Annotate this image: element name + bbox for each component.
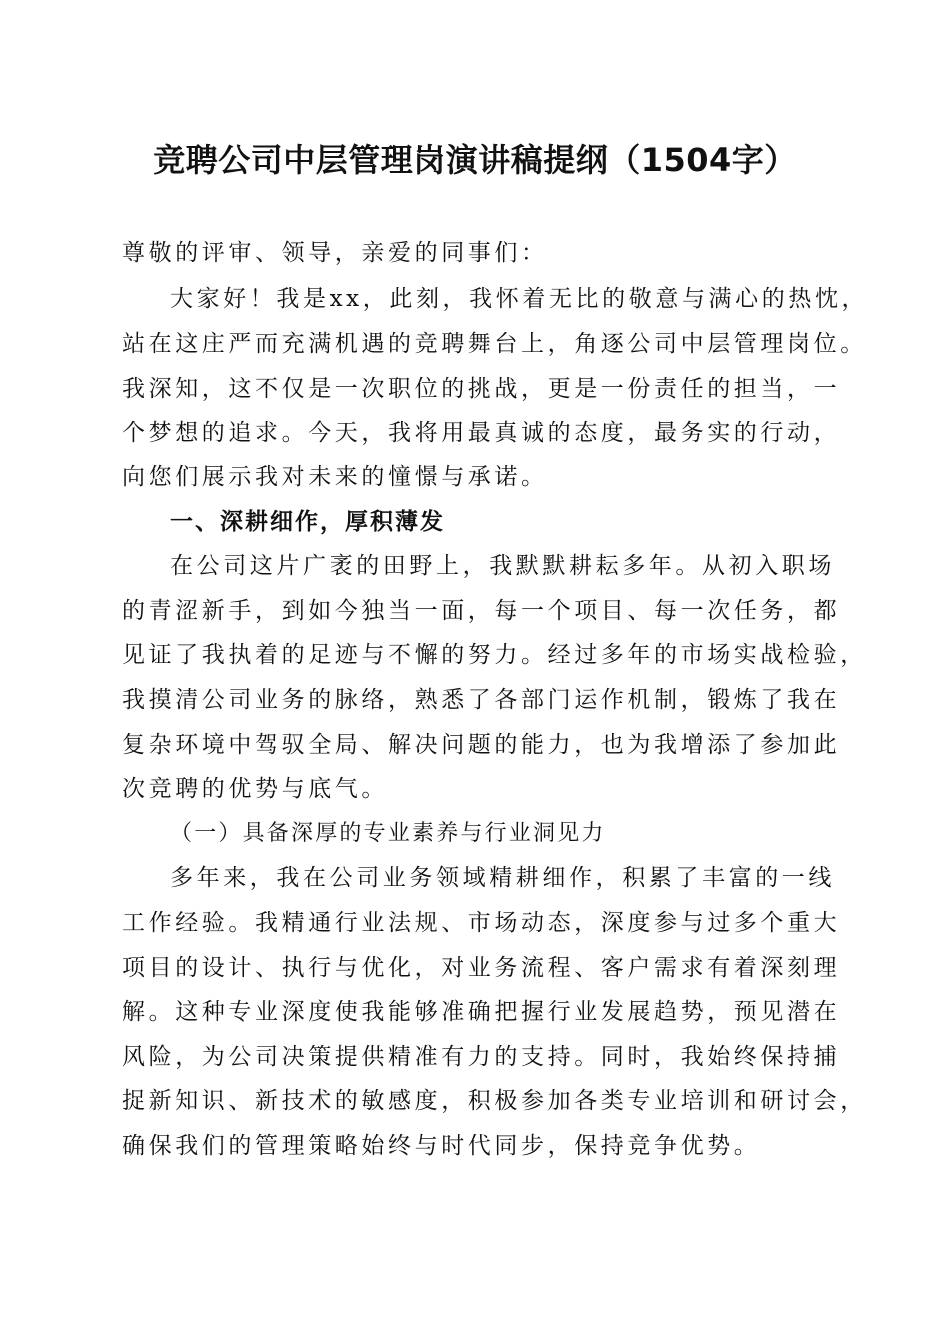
paragraph-line: 大家好！我是xx，此刻，我怀着无比的敬意与满心的热忱，	[170, 286, 869, 312]
paragraph-line: 风险，为公司决策提供精准有力的支持。同时，我始终保持捕	[122, 1044, 841, 1070]
paragraph-line: 站在这庄严而充满机遇的竞聘舞台上，角逐公司中层管理岗位。	[122, 331, 867, 357]
paragraph-line: 次竞聘的优势与底气。	[122, 776, 388, 802]
document-title: 竞聘公司中层管理岗演讲稿提纲（1504字）	[153, 141, 797, 179]
paragraph-line: 工作经验。我精通行业法规、市场动态，深度参与过多个重大	[122, 910, 841, 936]
paragraph-line: 向您们展示我对未来的憧憬与承诺。	[122, 464, 548, 490]
section-heading: 一、深耕细作，厚积薄发	[170, 509, 445, 535]
paragraph-line: 我摸清公司业务的脉络，熟悉了各部门运作机制，锻炼了我在	[122, 687, 841, 713]
paragraph-line: 复杂环境中驾驭全局、解决问题的能力，也为我增添了参加此	[122, 732, 841, 758]
paragraph-line: 我深知，这不仅是一次职位的挑战，更是一份责任的担当，一	[122, 376, 841, 402]
paragraph-line: 个梦想的追求。今天，我将用最真诚的态度，最务实的行动，	[122, 420, 841, 446]
paragraph-line: 确保我们的管理策略始终与时代同步，保持竞争优势。	[122, 1133, 761, 1159]
subsection-heading: （一）具备深厚的专业素养与行业洞见力	[170, 821, 606, 846]
paragraph-line: 项目的设计、执行与优化，对业务流程、客户需求有着深刻理	[122, 955, 841, 981]
paragraph-line: 解。这种专业深度使我能够准确把握行业发展趋势，预见潜在	[122, 999, 841, 1025]
paragraph-line: 捉新知识、新技术的敏感度，积极参加各类专业培训和研讨会，	[122, 1088, 867, 1114]
salutation: 尊敬的评审、领导，亲爱的同事们：	[122, 240, 548, 266]
paragraph-line: 多年来，我在公司业务领域精耕细作，积累了丰富的一线	[170, 865, 835, 891]
paragraph-line: 见证了我执着的足迹与不懈的努力。经过多年的市场实战检验，	[122, 642, 867, 668]
paragraph-line: 在公司这片广袤的田野上，我默默耕耘多年。从初入职场	[170, 553, 835, 579]
paragraph-line: 的青涩新手，到如今独当一面，每一个项目、每一次任务，都	[122, 598, 841, 624]
